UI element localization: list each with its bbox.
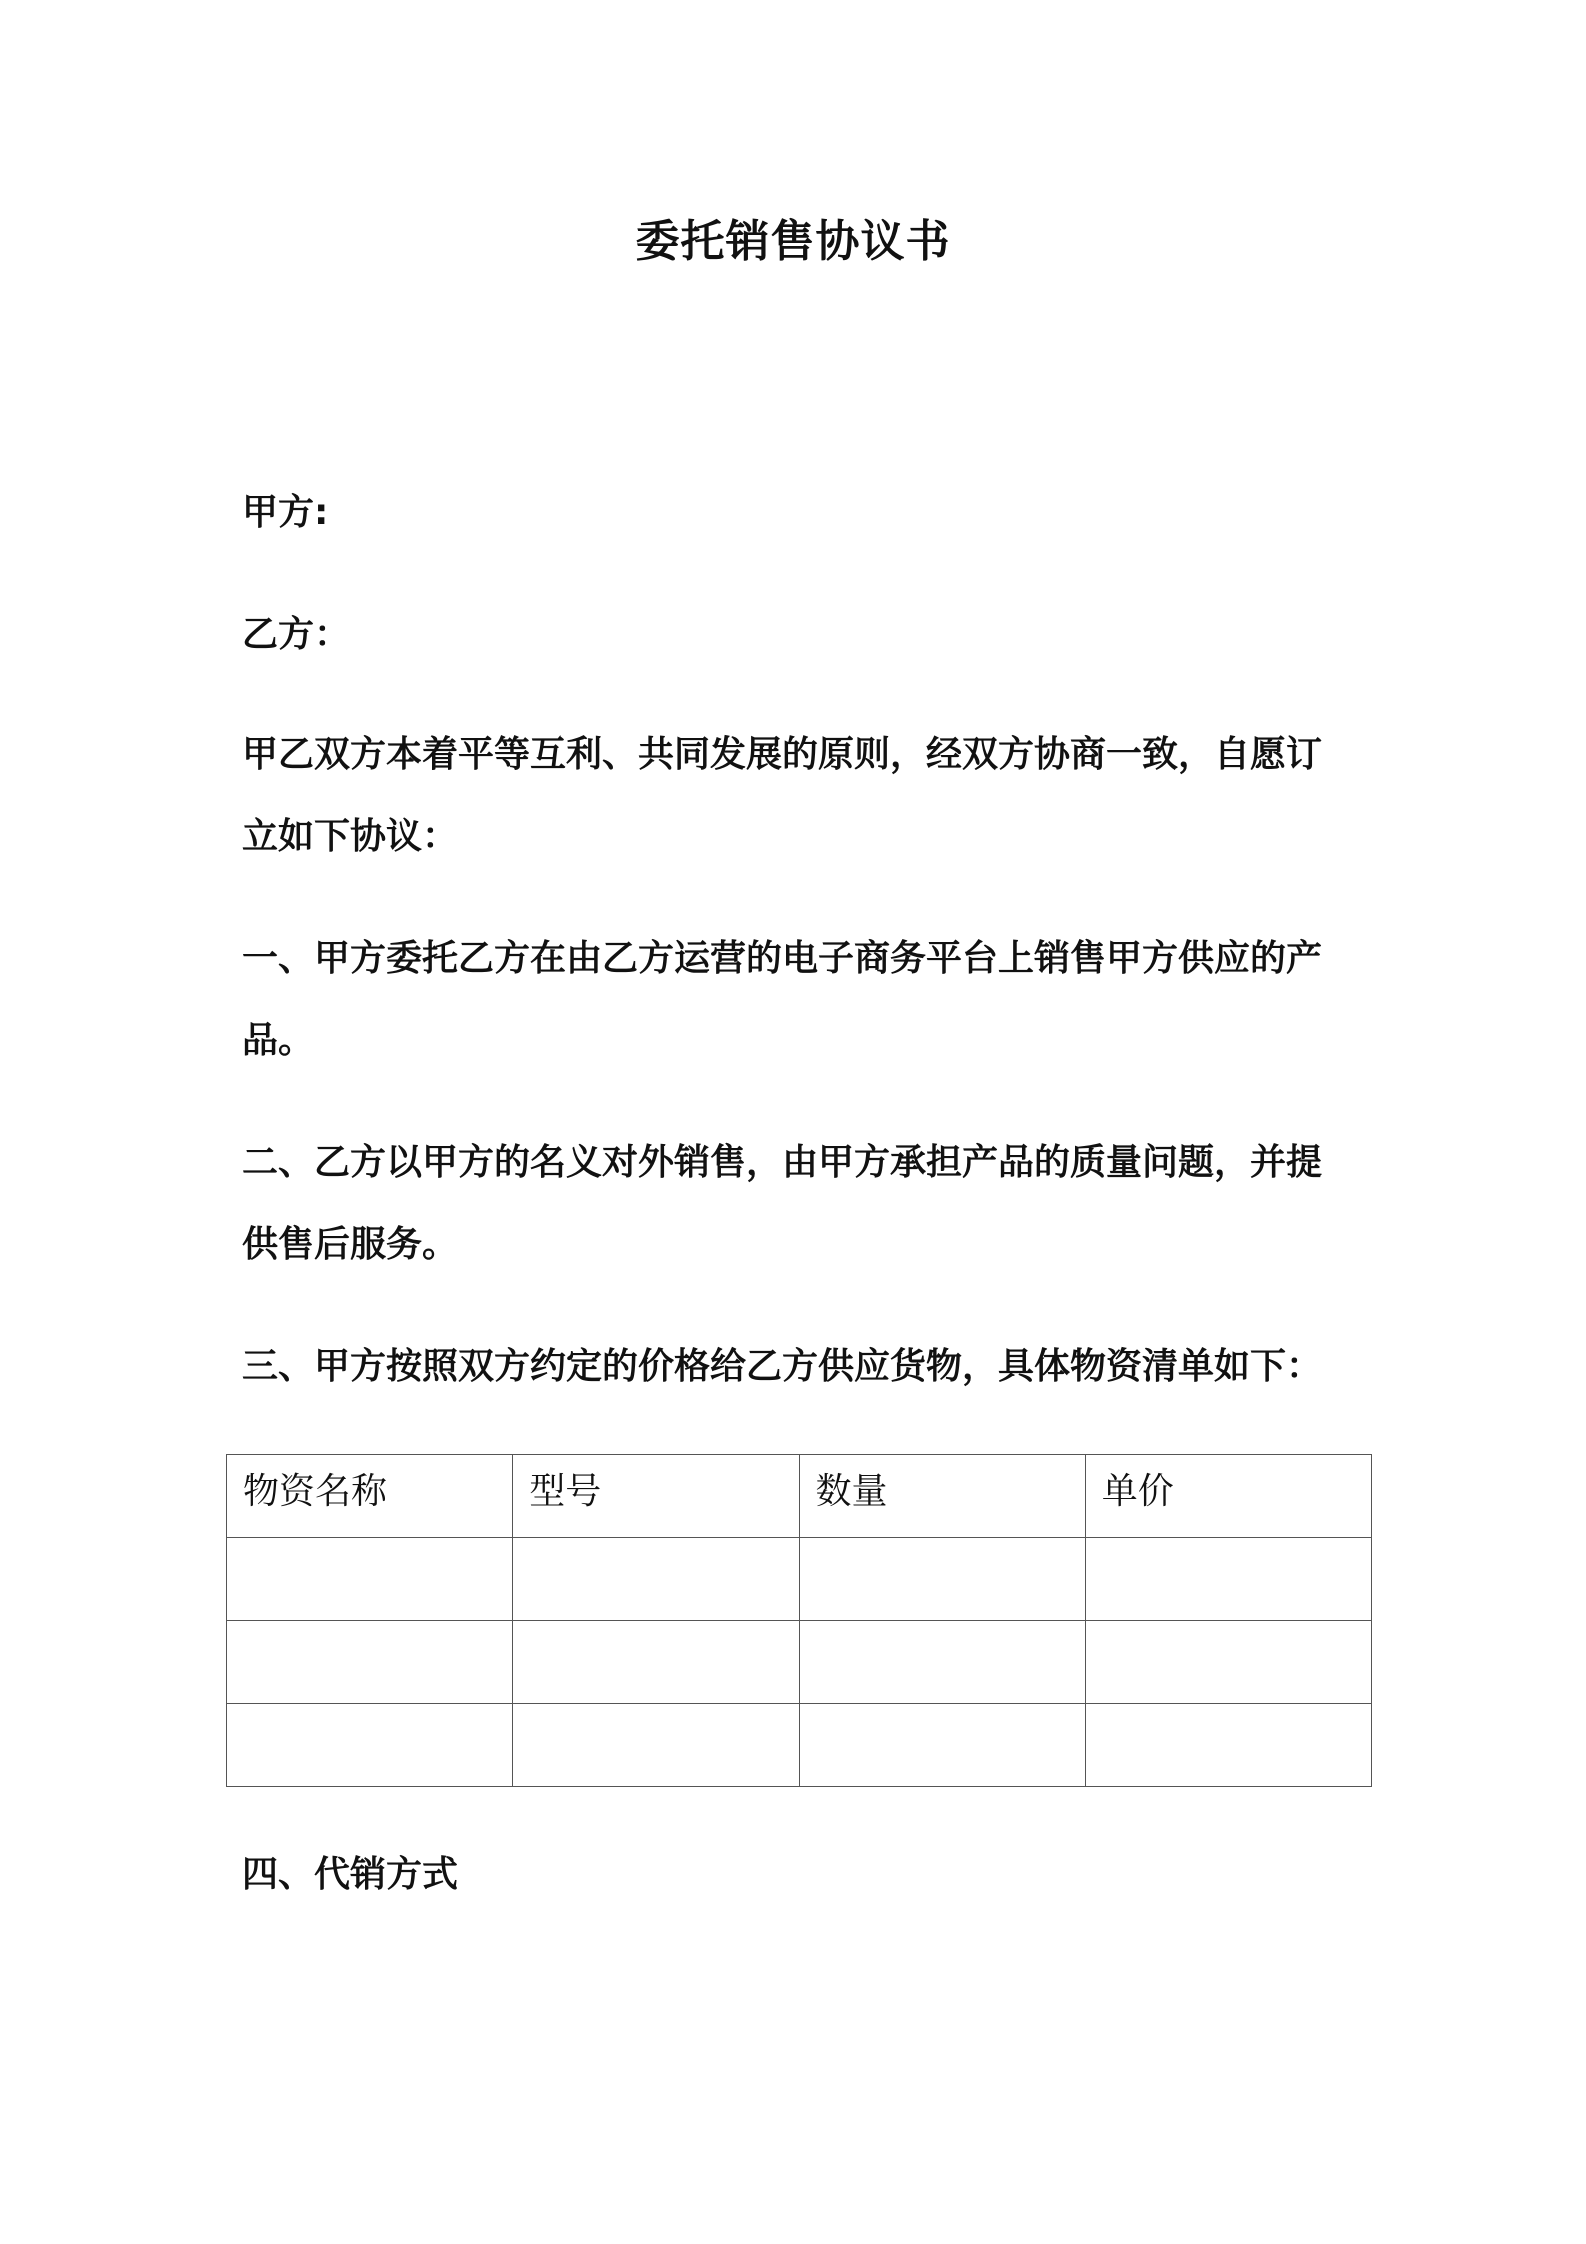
table-row: [227, 1621, 1372, 1704]
table-cell: [513, 1538, 799, 1621]
document-title: 委托销售协议书: [635, 216, 951, 267]
party-a-label: 甲方:: [242, 492, 329, 533]
table-cell: [513, 1621, 799, 1704]
clause-2-line-1: 二、乙方以甲方的名义对外销售，由甲方承担产品的质量问题，并提: [242, 1142, 1323, 1183]
table-cell: [799, 1538, 1085, 1621]
clause-4-heading: 四、代销方式: [242, 1854, 459, 1895]
table-cell: [799, 1621, 1085, 1704]
header-cell-goods-name: 物资名称: [227, 1455, 513, 1538]
table-row: [227, 1538, 1372, 1621]
clause-1-line-1: 一、甲方委托乙方在由乙方运营的电子商务平台上销售甲方供应的产: [242, 938, 1323, 979]
clause-3: 三、甲方按照双方约定的价格给乙方供应货物，具体物资清单如下：: [242, 1346, 1323, 1387]
header-cell-quantity: 数量: [799, 1455, 1085, 1538]
table-cell: [1085, 1538, 1371, 1621]
intro-paragraph-line-1: 甲乙双方本着平等互利、共同发展的原则，经双方协商一致，自愿订: [242, 734, 1323, 775]
table-cell: [1085, 1704, 1371, 1787]
goods-list-table: [226, 1454, 1372, 1787]
table-cell: [227, 1621, 513, 1704]
table-cell: [227, 1538, 513, 1621]
table-cell: [1085, 1621, 1371, 1704]
table-cell: [799, 1704, 1085, 1787]
party-b-label: 乙方：: [242, 614, 351, 655]
table-row: [227, 1704, 1372, 1787]
table-header-row: [227, 1455, 1372, 1538]
intro-paragraph-line-2: 立如下协议：: [242, 816, 459, 857]
clause-1-line-2: 品。: [242, 1020, 315, 1061]
clause-2-line-2: 供售后服务。: [242, 1224, 459, 1265]
header-cell-model: 型号: [513, 1455, 799, 1538]
table-cell: [227, 1704, 513, 1787]
table-cell: [513, 1704, 799, 1787]
header-cell-unit-price: 单价: [1085, 1455, 1371, 1538]
